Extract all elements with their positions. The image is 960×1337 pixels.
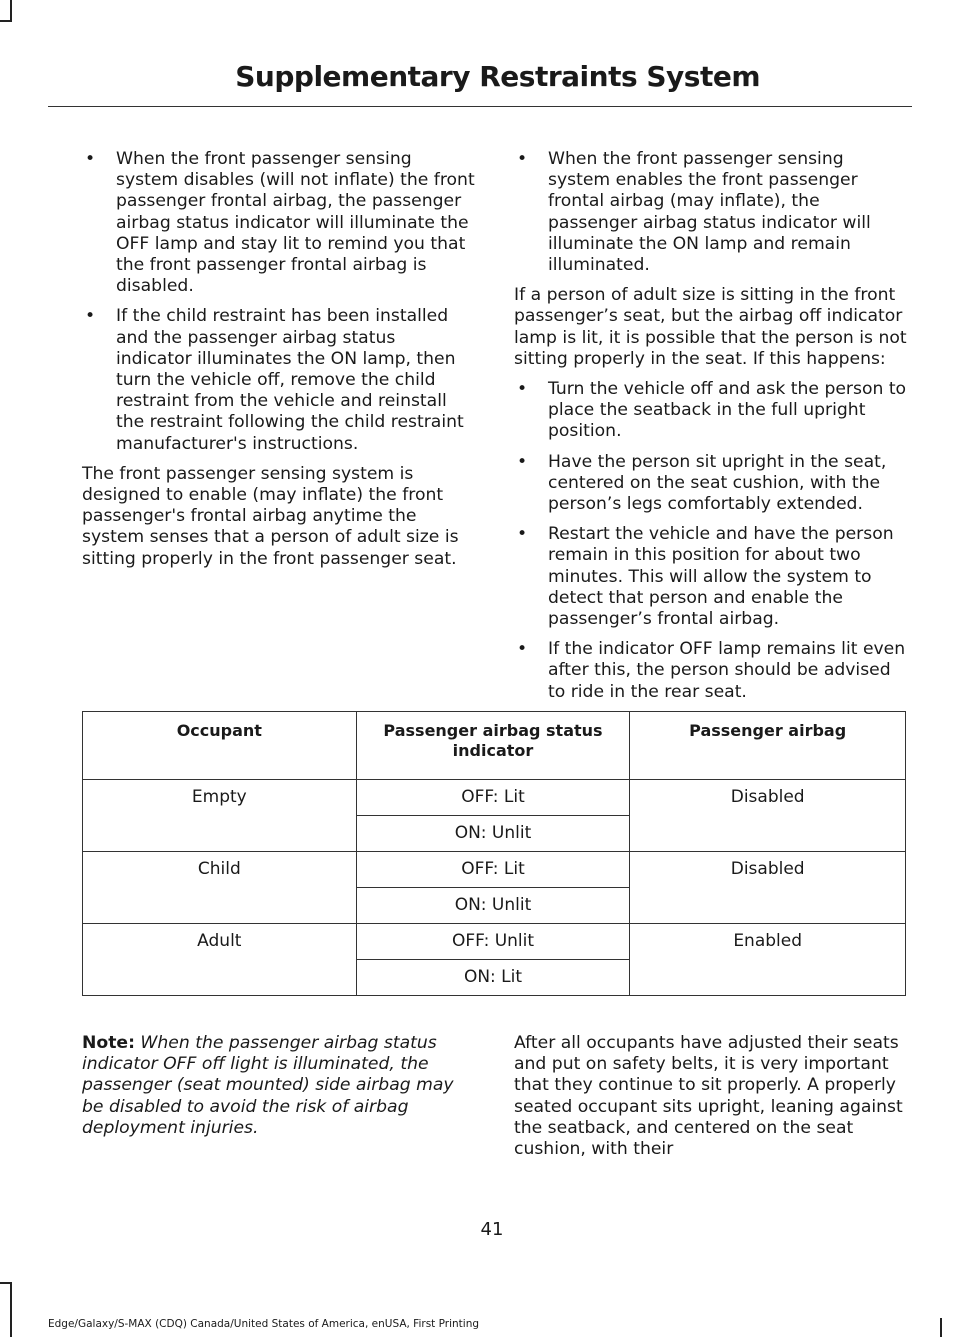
- table-row: [83, 780, 906, 816]
- occupant-cell: Empty: [83, 780, 357, 852]
- header-divider: [48, 106, 912, 107]
- occupant-cell: Child: [83, 852, 357, 924]
- airbag-cell: Enabled: [630, 924, 906, 996]
- indicator-off-cell: OFF: Lit: [356, 780, 630, 816]
- paragraph: The front passenger sensing system is designed to enable (may inflate) the front passenger's frontal airbag anytime the system senses that a person of adult size is sitting properly in the front passenger seat.: [82, 463, 459, 569]
- note-text: When the passenger airbag status indicator OFF off light is illuminated, the passenger (seat mounted) side airbag may be disabled to avoid the risk of airbag deployment injuries.: [82, 1033, 454, 1138]
- paragraph: After all occupants have adjusted their seats and put on safety belts, it is very important that they continue to sit properly. A properly seated occupant sits upright, leaning against the seatback, and centered on the seat cushion, with their: [514, 1033, 903, 1160]
- crop-mark-bottom-right-v: [940, 1318, 942, 1337]
- table-row: [83, 852, 906, 888]
- list-item: • When the front passenger sensing system enables the front passenger frontal airbag (may inflate), the passenger airbag status indicator will illuminate the ON lamp and remain illuminated.: [514, 149, 908, 276]
- left-column: [82, 149, 476, 579]
- page-number: 41: [480, 1219, 504, 1240]
- right-column: [514, 149, 908, 712]
- left-bullet-list: [82, 149, 476, 455]
- indicator-on-cell: ON: Unlit: [356, 888, 630, 924]
- indicator-off-cell: OFF: Unlit: [356, 924, 630, 960]
- indicator-off-cell: OFF: Lit: [356, 852, 630, 888]
- indicator-on-cell: ON: Lit: [356, 960, 630, 996]
- page-title: Supplementary Restraints System: [235, 60, 760, 93]
- crop-mark-bottom-left-v: [10, 1282, 12, 1337]
- list-item: • Turn the vehicle off and ask the person to place the seatback in the full upright position.: [514, 379, 908, 443]
- indicator-on-cell: ON: Unlit: [356, 816, 630, 852]
- paragraph: If a person of adult size is sitting in the front passenger’s seat, but the airbag off indicator lamp is lit, it is possible that the person is not sitting properly in the seat. If this happens:: [514, 285, 907, 369]
- column-header-airbag: Passenger airbag: [630, 712, 906, 780]
- right-bullet-list: [514, 379, 908, 703]
- airbag-cell: Disabled: [630, 852, 906, 924]
- table-row: [83, 924, 906, 960]
- crop-mark-top-left-h: [0, 20, 12, 22]
- right-bullet-list-top: [514, 149, 908, 276]
- list-item: • If the indicator OFF lamp remains lit even after this, the person should be advised to ride in the rear seat.: [514, 639, 908, 703]
- crop-mark-bottom-left-h: [0, 1282, 12, 1284]
- crop-mark-top-left-v: [10, 0, 12, 22]
- airbag-cell: Disabled: [630, 780, 906, 852]
- column-header-indicator: Passenger airbag status indicator: [356, 712, 630, 780]
- table-header-row: [83, 712, 906, 780]
- note-block: [82, 1033, 476, 1139]
- footer-publication: Edge/Galaxy/S-MAX (CDQ) Canada/United States of America, enUSA, First Printing: [48, 1318, 480, 1330]
- list-item: • When the front passenger sensing system disables (will not inflate) the front passenger frontal airbag, the passenger airbag status indicator will illuminate the OFF lamp and stay lit to remind you that the front passenger frontal airbag is disabled.: [82, 149, 476, 297]
- column-header-occupant: Occupant: [83, 712, 357, 780]
- list-item: • Restart the vehicle and have the person remain in this position for about two minutes. This will allow the system to detect that person and enable the passenger’s frontal airbag.: [514, 524, 908, 630]
- occupant-cell: Adult: [83, 924, 357, 996]
- list-item: • If the child restraint has been installed and the passenger airbag status indicator illuminates the ON lamp, then turn the vehicle off, remove the child restraint from the vehicle and reinstall the restraint following the child restraint manufacturer's instructions.: [82, 306, 476, 454]
- list-item: • Have the person sit upright in the seat, centered on the seat cushion, with the person’s legs comfortably extended.: [514, 452, 908, 516]
- note-label: Note:: [82, 1033, 135, 1053]
- occupant-airbag-table: [82, 711, 906, 996]
